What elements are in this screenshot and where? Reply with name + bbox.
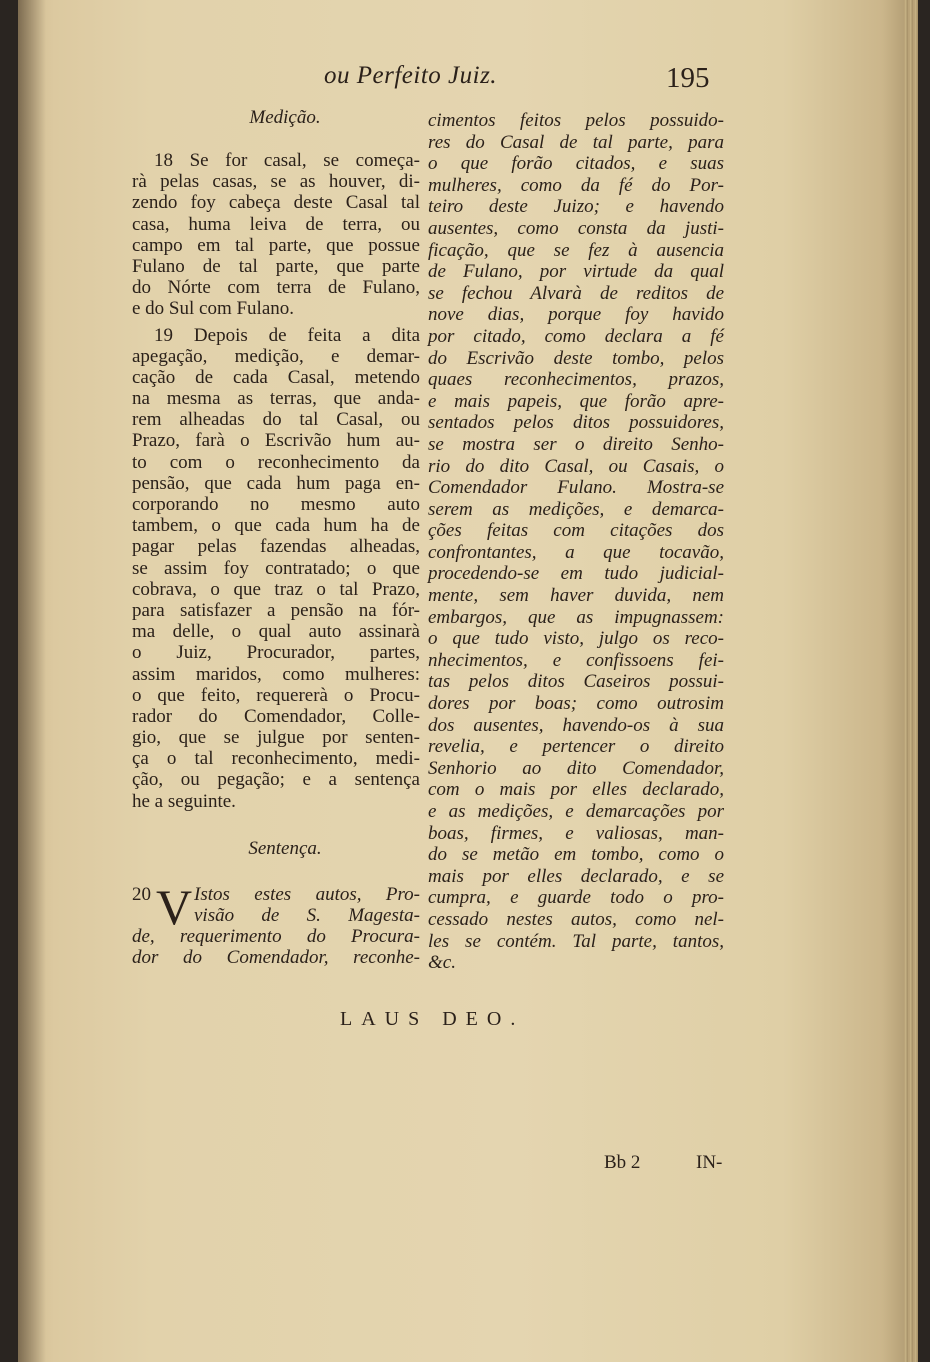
- text-line: e do Sul com Fulano.: [132, 298, 295, 320]
- text-line: sentados pelos ditos possuidores,: [428, 412, 724, 434]
- text-line: rador do Comendador, Colle-: [132, 705, 420, 727]
- text-line: rio do dito Casal, ou Casais, o: [428, 455, 724, 477]
- text-line: campo em tal parte, que possue: [132, 234, 420, 256]
- text-line: rà pelas casas, se as houver, di-: [132, 171, 420, 193]
- text-line: ções feitas com citações dos: [428, 520, 724, 542]
- text-line: corporando no mesmo auto: [132, 494, 420, 515]
- text-line: rem alheadas do tal Casal, ou: [132, 409, 420, 431]
- page-number: 195: [666, 62, 710, 94]
- text-line: embargos, que as impugnassem:: [428, 606, 724, 628]
- text-line: res do Casal de tal parte, para: [428, 131, 724, 153]
- text-line: Senhorio ao dito Comendador,: [428, 757, 724, 779]
- text-line: cumpra, e guarde todo o pro-: [428, 887, 724, 909]
- text-line: boas, firmes, e valiosas, man-: [428, 822, 724, 844]
- text-line: teiro deste Juizo; e havendo: [428, 196, 724, 218]
- text-line: dores por boas; como outrosim: [428, 693, 724, 715]
- text-line: he a seguinte.: [132, 790, 236, 812]
- text-line: 18 Se for casal, se começa-: [154, 150, 420, 171]
- left-column: [132, 104, 420, 969]
- text-line: e as medições, e demarcações por: [428, 801, 724, 822]
- spine-shadow: [18, 0, 46, 1362]
- text-line: zendo foy cabeça deste Casal tal: [132, 192, 420, 214]
- text-line: Prazo, farà o Escrivão hum au-: [132, 430, 420, 452]
- text-line: do se metão em tombo, como o: [428, 844, 724, 866]
- text-line: com o mais por elles declarado,: [428, 779, 724, 801]
- text-line: dos ausentes, havendo-os à sua: [428, 714, 724, 736]
- text-line: cobrava, o que traz o tal Prazo,: [132, 578, 420, 600]
- text-line: cação de cada Casal, metendo: [132, 366, 420, 388]
- paragraph-number: 20: [132, 883, 151, 905]
- text-line: o que forão citados, e suas: [428, 153, 724, 175]
- text-line: dor do Comendador, reconhe-: [132, 947, 420, 969]
- text-line: se assim foy contratado; o que: [132, 557, 420, 579]
- section-heading-medicao: Medição.: [249, 107, 321, 128]
- text-line: para satisfazer a pensão na fór-: [132, 599, 420, 621]
- text-line: se fechou Alvarà de reditos de: [428, 282, 724, 304]
- paragraph-20: [132, 878, 420, 969]
- text-line: ça o tal reconhecimento, medi-: [132, 748, 420, 770]
- text-line: ma delle, o qual auto assinarà: [132, 621, 420, 643]
- text-line: nhecimentos, e confissoens fei-: [428, 649, 724, 671]
- page-edge: [904, 0, 918, 1362]
- closing-laus-deo: LAUS DEO.: [340, 1008, 525, 1030]
- text-line: visão de S. Magesta-: [194, 905, 420, 926]
- text-line: cessado nestes autos, como nel-: [428, 908, 724, 930]
- text-line: Fulano de tal parte, que parte: [132, 255, 420, 277]
- text-line: e mais papeis, que forão apre-: [428, 390, 724, 412]
- text-line: 19 Depois de feita a dita: [154, 324, 420, 346]
- running-head: [18, 62, 918, 102]
- text-line: ficação, que se fez à ausencia: [428, 239, 724, 261]
- text-line: pagar pelas fazendas alheadas,: [132, 536, 420, 558]
- text-line: procedendo-se em tudo judicial-: [428, 563, 724, 585]
- text-line: quaes reconhecimentos, prazos,: [428, 369, 724, 391]
- text-line: les se contém. Tal parte, tantos,: [428, 930, 724, 952]
- text-line: do Nórte com terra de Fulano,: [132, 277, 420, 299]
- text-line: revelia, e pertencer o direito: [428, 736, 724, 758]
- text-line: &c.: [428, 952, 456, 974]
- text-line: de Fulano, por virtude da qual: [428, 261, 724, 283]
- text-line: por citado, como declara a fé: [428, 325, 724, 347]
- text-line: mulheres, como da fé do Por-: [428, 174, 724, 196]
- signature-mark: Bb 2: [604, 1152, 641, 1173]
- text-line: to com o reconhecimento da: [132, 451, 420, 473]
- text-line: do Escrivão deste tombo, pelos: [428, 347, 724, 369]
- paragraph-19: [132, 325, 420, 812]
- paragraph-18: [132, 150, 420, 320]
- running-title: ou Perfeito Juiz.: [324, 62, 498, 89]
- text-line: o Juiz, Procurador, partes,: [132, 642, 420, 664]
- right-column: [428, 110, 724, 974]
- catchword: IN-: [696, 1152, 723, 1173]
- text-line: apegação, medição, e demar-: [132, 345, 420, 367]
- book-page: [18, 0, 918, 1362]
- text-line: nove dias, porque foy havido: [428, 304, 724, 326]
- text-line: Istos estes autos, Pro-: [194, 883, 420, 905]
- text-line: Comendador Fulano. Mostra-se: [428, 477, 724, 499]
- text-line: casa, huma leiva de terra, ou: [132, 213, 420, 235]
- text-line: na mesma as terras, que anda-: [132, 388, 420, 410]
- text-line: o que feito, requererà o Procu-: [132, 684, 420, 706]
- text-line: gio, que se julgue por senten-: [132, 727, 420, 749]
- text-line: ausentes, como consta da justi-: [428, 217, 724, 239]
- text-line: tambem, o que cada hum ha de: [132, 515, 420, 537]
- text-line: confrontantes, a que tocavão,: [428, 541, 724, 563]
- text-line: ção, ou pegação; e a sentença: [132, 769, 420, 791]
- text-line: o que tudo visto, julgo os reco-: [428, 628, 724, 650]
- text-line: mais por elles declarado, e se: [428, 865, 724, 887]
- text-line: de, requerimento do Procura-: [132, 926, 420, 948]
- text-line: assim maridos, como mulheres:: [132, 663, 420, 685]
- section-heading-sentenca: Sentença.: [248, 837, 322, 859]
- drop-cap: V: [156, 878, 193, 935]
- text-line: mente, sem haver duvida, nem: [428, 585, 724, 607]
- text-line: pensão, que cada hum paga en-: [132, 472, 420, 494]
- text-line: se mostra ser o direito Senho-: [428, 433, 724, 455]
- text-line: serem as medições, e demarca-: [428, 498, 724, 520]
- text-line: cimentos feitos pelos possuido-: [428, 110, 724, 131]
- text-line: tas pelos ditos Caseiros possui-: [428, 671, 724, 693]
